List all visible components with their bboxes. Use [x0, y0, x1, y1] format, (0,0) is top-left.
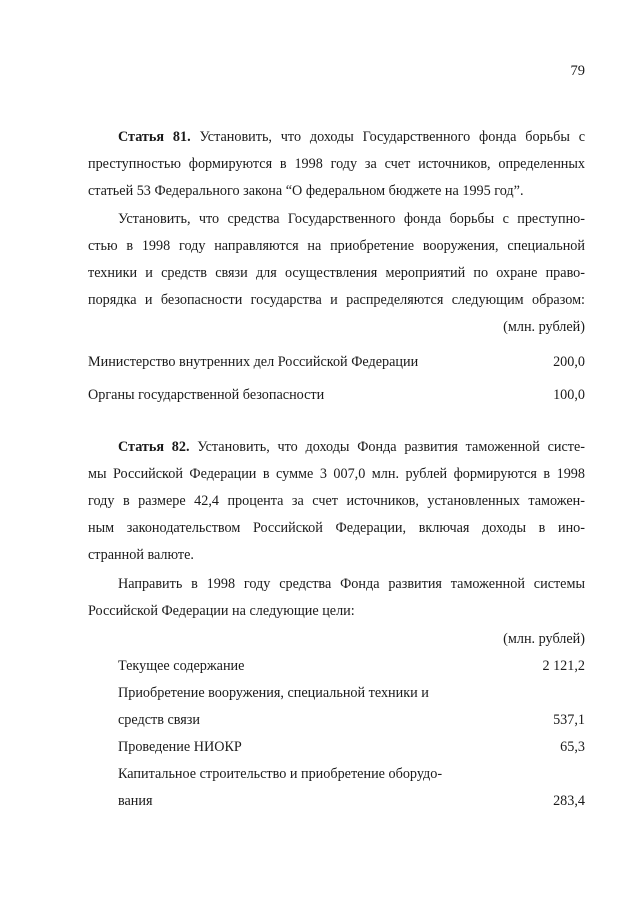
article-81-p2-line-1: Установить, что средства Государственного фонда борьбы с преступно-: [118, 211, 585, 227]
article-82-line-2: мы Российской Федерации в сумме 3 007,0 млн. рублей формируются в 1998: [88, 466, 585, 482]
article-82-line-4: ным законодательством Российской Федерации, включая доходы в ино-: [88, 520, 585, 536]
article-81-p2-line-2: стью в 1998 году направляются на приобретение вооружения, специальной: [88, 238, 585, 254]
article-82-item-label: средств связи: [118, 712, 200, 728]
article-82-item-value: 537,1: [553, 712, 585, 728]
article-82-p2-line-2: Российской Федерации на следующие цели:: [88, 603, 355, 619]
article-82-item-value: 65,3: [560, 739, 585, 755]
article-81-p2-line-3: техники и средств связи для осуществления мероприятий по охране право-: [88, 265, 585, 281]
article-81-unit: (млн. рублей): [503, 319, 585, 335]
article-81-item-value: 200,0: [553, 354, 585, 370]
article-81-item-label: Органы государственной безопасности: [88, 387, 325, 403]
article-82-item-value: 283,4: [553, 793, 585, 809]
article-82-p2-line-1: Направить в 1998 году средства Фонда развития таможенной системы: [118, 576, 585, 592]
article-82-item-label: Проведение НИОКР: [118, 739, 242, 755]
article-81-line-3: статьей 53 Федерального закона “О федеральном бюджете на 1995 год”.: [88, 183, 524, 199]
article-82-text: Установить, что доходы Фонда развития таможенной систе-: [197, 439, 586, 455]
article-82-item-label: Текущее содержание: [118, 658, 245, 674]
article-82-item-label: Капитальное строительство и приобретение оборудо-: [118, 766, 443, 782]
article-81-line-2: преступностью формируются в 1998 году за счет источников, определенных: [88, 156, 585, 172]
article-81-item-value: 100,0: [553, 387, 585, 403]
article-81-p2-line-4: порядка и безопасности государства и распределяются следующим образом:: [88, 292, 585, 308]
article-82-line-5: странной валюте.: [88, 547, 194, 563]
article-82-item-label: Приобретение вооружения, специальной техники и: [118, 685, 429, 701]
article-82-item-value: 2 121,2: [542, 658, 585, 674]
article-81-text: Установить, что доходы Государственного фонда борьбы с: [199, 129, 586, 145]
article-81-title: Статья 81.: [118, 129, 191, 145]
article-81-line-1: [118, 129, 585, 145]
article-82-title: Статья 82.: [118, 439, 190, 455]
article-82-unit: (млн. рублей): [503, 631, 585, 647]
article-82-item-label: вания: [118, 793, 153, 809]
article-82-line-3: году в размере 42,4 процента за счет источников, установленных таможен-: [88, 493, 585, 509]
article-81-item-label: Министерство внутренних дел Российской Федерации: [88, 354, 419, 370]
page-number: 79: [570, 63, 585, 79]
article-82-line-1: [118, 439, 585, 455]
